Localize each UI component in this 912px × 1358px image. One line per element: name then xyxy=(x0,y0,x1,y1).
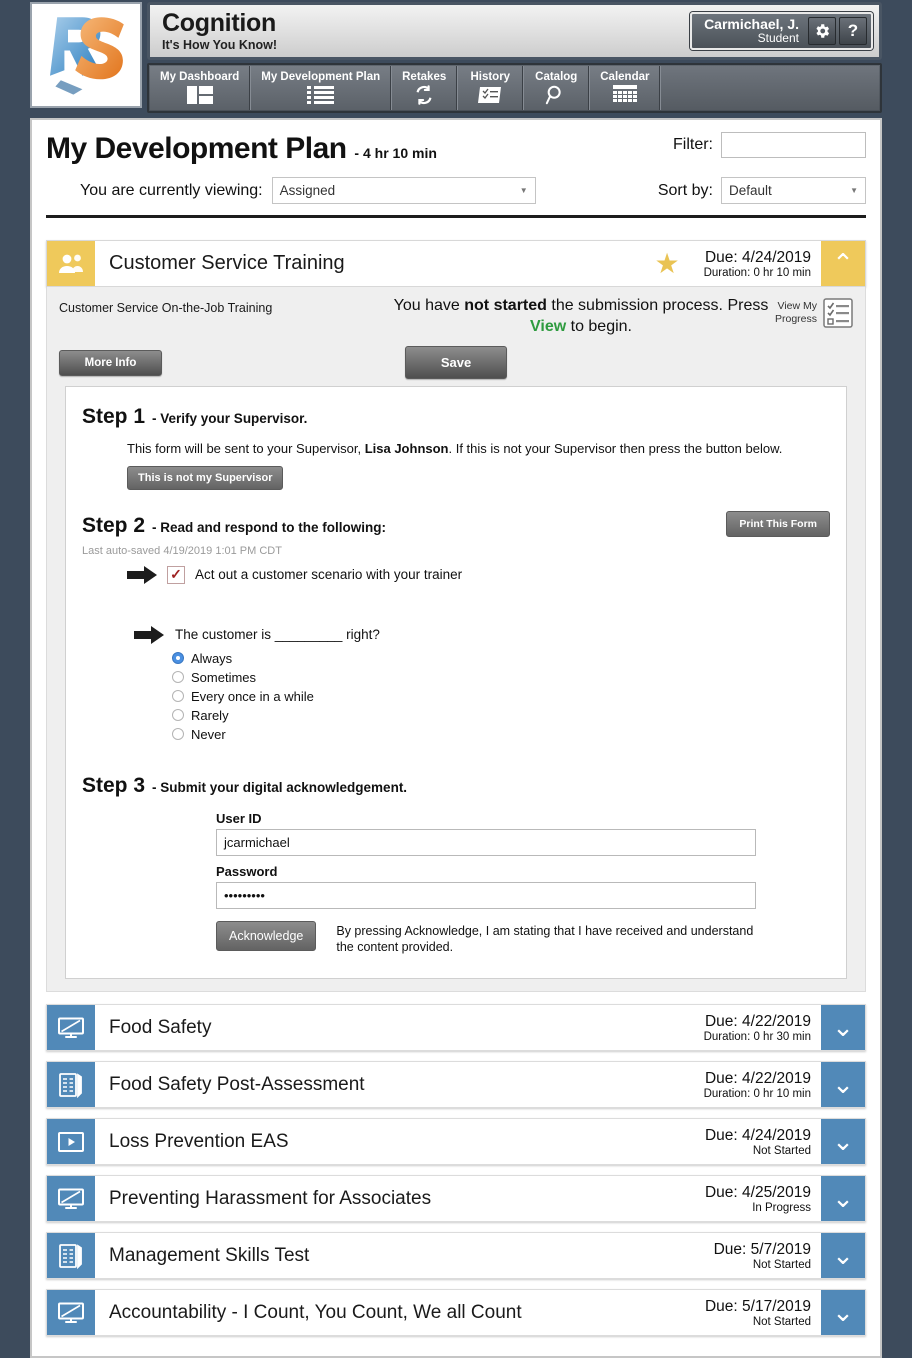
course-meta xyxy=(694,1005,821,1050)
question-text: The customer is _________ right? xyxy=(175,627,380,643)
nav-label: My Dashboard xyxy=(160,70,240,83)
print-this-form-button[interactable]: Print This Form xyxy=(726,511,830,537)
course-meta xyxy=(694,1062,821,1107)
list-item[interactable] xyxy=(46,1004,866,1051)
sort-group xyxy=(658,177,866,204)
course-title: Food Safety xyxy=(109,1016,212,1038)
list-item[interactable] xyxy=(46,1289,866,1336)
list-item[interactable] xyxy=(46,1232,866,1279)
checklist-scroll-icon xyxy=(477,84,503,106)
course-duration: Duration: 0 hr 10 min xyxy=(703,266,811,279)
save-button[interactable]: Save xyxy=(405,346,507,379)
magnifier-icon xyxy=(545,84,567,106)
step2-number: Step 2 xyxy=(82,513,146,537)
step1-paragraph xyxy=(127,441,830,456)
application-root xyxy=(30,2,882,1358)
acknowledge-button[interactable]: Acknowledge xyxy=(216,921,316,951)
page-title-row xyxy=(46,132,866,166)
app-logo[interactable] xyxy=(30,2,142,108)
page-content xyxy=(30,118,882,1358)
course-status: In Progress xyxy=(752,1201,811,1214)
step2-header-row xyxy=(82,510,830,538)
chevron-down-icon[interactable]: ⌄ xyxy=(821,1290,865,1335)
checklist-progress-icon xyxy=(823,298,853,328)
course-meta xyxy=(695,1119,821,1164)
people-group-icon xyxy=(47,241,95,286)
course-meta xyxy=(695,1290,821,1335)
radio-button[interactable] xyxy=(172,671,184,683)
top-header xyxy=(30,2,882,114)
step3-description: - Submit your digital acknowledgement. xyxy=(152,779,408,795)
radio-button[interactable] xyxy=(172,709,184,721)
monitor-elearning-icon xyxy=(47,1176,95,1221)
task-checkbox-row xyxy=(127,566,830,584)
course-due-date: Due: 4/25/2019 xyxy=(704,1183,811,1201)
submission-form xyxy=(65,386,847,980)
radio-label: Always xyxy=(191,650,233,666)
monitor-elearning-icon xyxy=(47,1290,95,1335)
course-due-date: Due: 4/24/2019 xyxy=(704,1126,811,1144)
radio-option[interactable] xyxy=(172,687,830,706)
acknowledge-disclaimer: By pressing Acknowledge, I am stating that I have received and understand the content provided. xyxy=(336,923,754,955)
step1-para-pre: This form will be sent to your Supervisor, xyxy=(127,440,365,456)
course-status: Not Started xyxy=(752,1258,811,1271)
course-meta xyxy=(695,1176,821,1221)
password-label: Password xyxy=(216,863,278,879)
answer-options xyxy=(172,649,830,744)
user-badge[interactable] xyxy=(690,12,873,51)
step1-para-post: . If this is not your Supervisor then press the button below. xyxy=(448,440,783,456)
step1-description: - Verify your Supervisor. xyxy=(152,410,308,426)
filter-row xyxy=(673,132,866,158)
chevron-down-icon: ▼ xyxy=(850,186,858,195)
radio-button[interactable] xyxy=(172,690,184,702)
chevron-down-icon[interactable]: ⌄ xyxy=(821,1005,865,1050)
status-prefix: You have xyxy=(393,297,465,314)
status-view-link[interactable]: View xyxy=(530,317,567,335)
step3-number: Step 3 xyxy=(82,773,146,797)
nav-item-retakes[interactable] xyxy=(391,66,457,110)
not-my-supervisor-button[interactable]: This is not my Supervisor xyxy=(127,466,283,490)
task-checkbox[interactable]: ✓ xyxy=(167,566,185,584)
title-divider xyxy=(46,215,866,218)
nav-label: Retakes xyxy=(402,70,447,83)
autosave-timestamp: Last auto-saved 4/19/2019 1:01 PM CDT xyxy=(82,544,282,557)
brand-bar xyxy=(147,2,882,60)
progress-label xyxy=(773,300,817,326)
course-status: Not Started xyxy=(752,1144,811,1157)
supervisor-name: Lisa Johnson xyxy=(364,440,449,456)
right-arrow-icon xyxy=(134,626,164,644)
submission-status-message xyxy=(389,296,773,338)
document-test-icon xyxy=(47,1062,95,1107)
nav-item-my-development-plan[interactable] xyxy=(250,66,391,110)
chevron-down-icon: ▼ xyxy=(519,186,528,195)
card-button-row xyxy=(59,350,853,376)
step2-description: - Read and respond to the following: xyxy=(152,519,387,535)
brand-tagline: It's How You Know! xyxy=(162,37,278,52)
nav-filler xyxy=(660,66,879,110)
user-name: Carmichael, J. xyxy=(704,15,799,32)
chevron-down-icon[interactable]: ⌄ xyxy=(821,1233,865,1278)
filter-label: Filter: xyxy=(673,136,713,153)
list-item[interactable] xyxy=(46,1175,866,1222)
nav-label: Calendar xyxy=(600,70,650,83)
course-meta xyxy=(704,1233,821,1278)
view-my-progress[interactable] xyxy=(773,296,853,328)
document-test-icon xyxy=(47,1233,95,1278)
list-bullets-icon xyxy=(307,84,335,106)
course-due-date: Due: 5/7/2019 xyxy=(713,1240,811,1258)
rs-logo-icon xyxy=(41,10,131,100)
course-status: Duration: 0 hr 30 min xyxy=(703,1030,811,1043)
monitor-elearning-icon xyxy=(47,1005,95,1050)
radio-label: Never xyxy=(191,726,226,742)
radio-option[interactable] xyxy=(172,725,830,744)
course-title: Management Skills Test xyxy=(109,1244,310,1266)
task-label: Act out a customer scenario with your trainer xyxy=(195,567,463,583)
video-play-icon xyxy=(47,1119,95,1164)
radio-label: Sometimes xyxy=(191,669,257,685)
course-due-date: Due: 4/24/2019 xyxy=(704,248,811,266)
chevron-down-icon[interactable]: ⌄ xyxy=(821,1176,865,1221)
page-title xyxy=(46,132,437,166)
progress-label-line2: Progress xyxy=(774,313,817,325)
question-row xyxy=(134,626,830,644)
course-status-row xyxy=(59,296,853,338)
acknowledge-row xyxy=(216,921,756,957)
status-mid: the submission process. Press xyxy=(546,297,769,314)
course-due-date: Due: 5/17/2019 xyxy=(704,1297,811,1315)
dashboard-panels-icon xyxy=(186,84,214,106)
step2-header xyxy=(82,514,386,538)
userid-label: User ID xyxy=(216,810,262,826)
course-due-date: Due: 4/22/2019 xyxy=(704,1012,811,1030)
acknowledgement-form xyxy=(216,811,756,957)
brand-text-block xyxy=(162,8,278,52)
course-title: Preventing Harassment for Associates xyxy=(109,1187,432,1209)
brand-title: Cognition xyxy=(162,8,276,37)
radio-option[interactable] xyxy=(172,668,830,687)
course-title: Loss Prevention EAS xyxy=(109,1130,289,1152)
step1-number: Step 1 xyxy=(82,404,146,428)
chevron-down-icon[interactable]: ⌄ xyxy=(821,1062,865,1107)
radio-label: Every once in a while xyxy=(191,688,314,704)
page-title-duration: - 4 hr 10 min xyxy=(354,145,437,161)
more-info-button[interactable]: More Info xyxy=(59,350,162,376)
header-right xyxy=(147,2,882,113)
userid-input[interactable]: jcarmichael xyxy=(216,829,756,856)
viewing-select[interactable] xyxy=(272,177,536,204)
nav-item-catalog[interactable] xyxy=(523,66,589,110)
course-title: Accountability - I Count, You Count, We all Count xyxy=(109,1301,522,1323)
radio-button[interactable] xyxy=(172,652,184,664)
nav-item-my-dashboard[interactable] xyxy=(150,66,250,110)
gear-icon[interactable] xyxy=(808,17,836,45)
password-input[interactable]: ••••••••• xyxy=(216,882,756,909)
sort-select-value: Default xyxy=(729,183,772,198)
page-title-text: My Development Plan xyxy=(46,132,347,165)
sort-label: Sort by: xyxy=(657,181,713,199)
calendar-grid-icon xyxy=(613,84,637,106)
course-due-block xyxy=(694,241,821,286)
chevron-down-icon[interactable]: ⌄ xyxy=(821,1119,865,1164)
course-due-date: Due: 4/22/2019 xyxy=(704,1069,811,1087)
list-item[interactable] xyxy=(46,1118,866,1165)
nav-label: History xyxy=(470,70,511,83)
radio-button[interactable] xyxy=(172,728,184,740)
user-role: Student xyxy=(757,31,799,46)
progress-label-line1: View My xyxy=(777,299,817,312)
course-description: Customer Service On-the-Job Training xyxy=(59,301,273,315)
nav-item-history[interactable] xyxy=(457,66,523,110)
main-navigation xyxy=(147,63,882,113)
filter-input[interactable] xyxy=(721,132,866,158)
step1-header xyxy=(82,405,830,429)
step3-header xyxy=(82,774,830,798)
nav-item-calendar[interactable] xyxy=(589,66,660,110)
controls-row xyxy=(46,177,866,204)
viewing-group xyxy=(46,177,536,204)
course-status: Duration: 0 hr 10 min xyxy=(703,1087,811,1100)
list-item[interactable] xyxy=(46,1061,866,1108)
radio-label: Rarely xyxy=(191,707,229,723)
status-suffix: to begin. xyxy=(566,317,632,335)
expanded-course-card xyxy=(46,240,866,992)
star-favorite-icon[interactable]: ★ xyxy=(654,248,680,279)
user-text-block xyxy=(696,17,805,46)
course-title: Customer Service Training xyxy=(109,252,345,274)
right-arrow-icon xyxy=(127,566,157,584)
nav-label: Catalog xyxy=(535,70,578,83)
viewing-select-value: Assigned xyxy=(279,183,336,198)
course-title: Food Safety Post-Assessment xyxy=(109,1073,365,1095)
viewing-label: You are currently viewing: xyxy=(80,181,263,199)
chevron-up-icon[interactable]: ⌃ xyxy=(821,241,865,286)
radio-option[interactable] xyxy=(172,649,830,668)
radio-option[interactable] xyxy=(172,706,830,725)
course-card-subheader xyxy=(46,287,866,992)
status-bold: not started xyxy=(464,297,547,314)
course-status: Not Started xyxy=(752,1315,811,1328)
refresh-cycle-icon xyxy=(413,84,435,106)
nav-label: My Development Plan xyxy=(261,70,381,83)
course-card-header[interactable] xyxy=(46,240,866,287)
help-question-icon[interactable]: ? xyxy=(839,17,867,45)
sort-select[interactable] xyxy=(721,177,866,204)
course-list xyxy=(46,1004,866,1336)
